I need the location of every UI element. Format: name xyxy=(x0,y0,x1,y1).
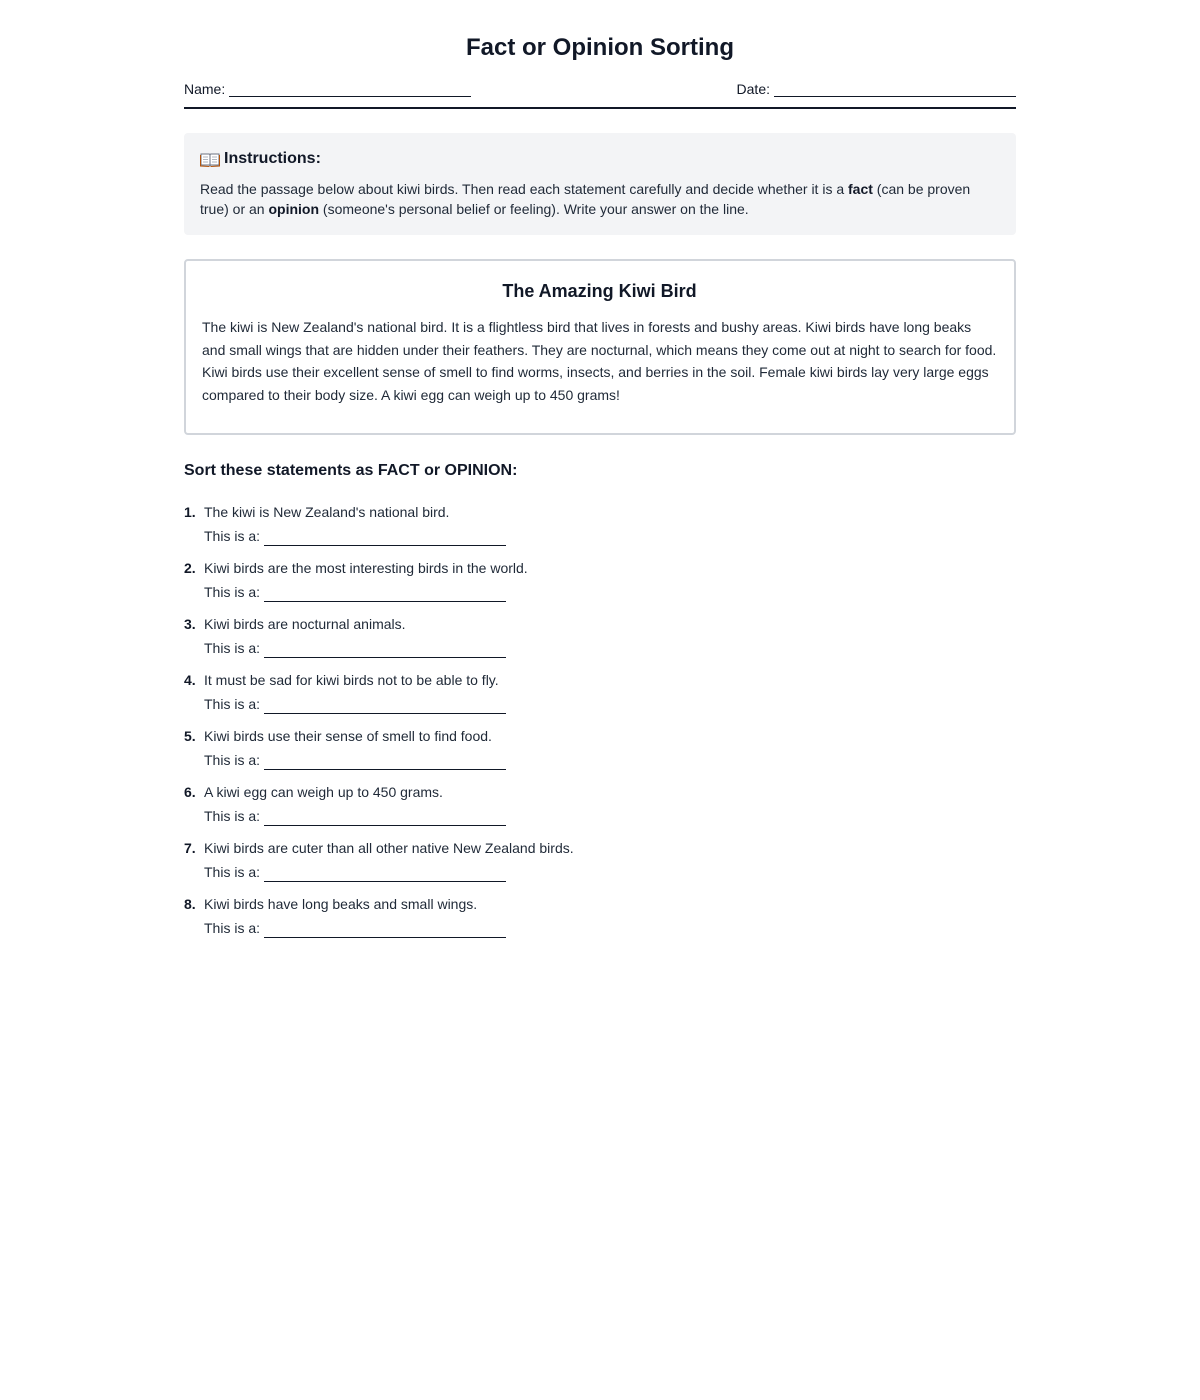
statement-text: A kiwi egg can weigh up to 450 grams. xyxy=(204,783,443,800)
answer-row xyxy=(204,694,506,714)
passage-box xyxy=(184,259,1016,435)
statement-item xyxy=(184,670,1016,714)
answer-blank-line[interactable] xyxy=(264,699,506,714)
instructions-heading-row xyxy=(200,150,1000,168)
answer-blank-line[interactable] xyxy=(264,867,506,882)
statement-number: 8. xyxy=(184,895,196,912)
statement-text: Kiwi birds are nocturnal animals. xyxy=(204,615,406,632)
date-label: Date: xyxy=(736,81,770,97)
answer-label: This is a: xyxy=(204,583,261,600)
statement-body xyxy=(204,670,506,714)
answer-row xyxy=(204,862,574,882)
statement-text: Kiwi birds use their sense of smell to find food. xyxy=(204,727,492,744)
instructions-text-part: (can be proven true) or an xyxy=(200,181,971,217)
answer-row xyxy=(204,526,506,546)
name-field xyxy=(184,81,471,97)
answer-row xyxy=(204,750,506,770)
answer-blank-line[interactable] xyxy=(264,923,506,938)
answer-blank-line[interactable] xyxy=(264,755,506,770)
answer-blank-line[interactable] xyxy=(264,531,506,546)
passage-title: The Amazing Kiwi Bird xyxy=(502,281,697,301)
statement-text: It must be sad for kiwi birds not to be able to fly. xyxy=(204,671,499,688)
answer-row xyxy=(204,806,506,826)
date-blank-line[interactable] xyxy=(774,82,1016,97)
book-icon xyxy=(200,152,220,167)
statement-body xyxy=(204,838,574,882)
statement-item xyxy=(184,502,1016,546)
statement-number: 6. xyxy=(184,783,196,800)
statement-number: 2. xyxy=(184,559,196,576)
statement-item xyxy=(184,614,1016,658)
fact-term: fact xyxy=(848,181,873,197)
statement-body xyxy=(204,894,506,938)
instructions-heading: Instructions: xyxy=(224,150,321,167)
statement-body xyxy=(204,502,506,546)
instructions-text-part: (someone's personal belief or feeling). Write your answer on the line. xyxy=(319,201,749,217)
answer-label: This is a: xyxy=(204,863,261,880)
statement-item xyxy=(184,558,1016,602)
statement-text: Kiwi birds are the most interesting birds in the world. xyxy=(204,559,528,576)
statement-body xyxy=(204,782,506,826)
statement-body xyxy=(204,726,506,770)
answer-row xyxy=(204,918,506,938)
answer-row xyxy=(204,638,506,658)
answer-label: This is a: xyxy=(204,695,261,712)
statement-text: Kiwi birds are cuter than all other native New Zealand birds. xyxy=(204,839,574,856)
answer-label: This is a: xyxy=(204,751,261,768)
worksheet-title: Fact or Opinion Sorting xyxy=(466,34,734,61)
instructions-text xyxy=(200,179,1000,219)
statement-body xyxy=(204,558,528,602)
answer-label: This is a: xyxy=(204,527,261,544)
answer-label: This is a: xyxy=(204,919,261,936)
instructions-box xyxy=(184,133,1016,235)
passage-text: The kiwi is New Zealand's national bird. It is a flightless bird that lives in forests and bushy areas. Kiwi birds have long beaks and small wings that are hidden under their feathers. They are nocturnal, which means they come out at night to search for food. Kiwi birds use their excellent sense of smell to find worms, insects, and berries in the soil. Female kiwi birds lay very large eggs compared to their body size. A kiwi egg can weigh up to 450 grams! xyxy=(202,319,997,404)
name-label: Name: xyxy=(184,81,226,97)
answer-blank-line[interactable] xyxy=(264,811,506,826)
statement-number: 3. xyxy=(184,615,196,632)
answer-label: This is a: xyxy=(204,807,261,824)
opinion-term: opinion xyxy=(268,201,320,217)
statement-body xyxy=(204,614,506,658)
instructions-text-part: Read the passage below about kiwi birds. Then read each statement carefully and decide whether it is a xyxy=(200,181,849,197)
statement-number: 5. xyxy=(184,727,196,744)
statement-item xyxy=(184,726,1016,770)
sort-heading: Sort these statements as FACT or OPINION: xyxy=(184,461,518,479)
worksheet-page xyxy=(184,0,1016,938)
statement-list xyxy=(184,502,1016,938)
answer-label: This is a: xyxy=(204,639,261,656)
name-blank-line[interactable] xyxy=(229,82,471,97)
statement-number: 4. xyxy=(184,671,196,688)
date-field xyxy=(737,81,1016,97)
statement-item xyxy=(184,838,1016,882)
statement-text: Kiwi birds have long beaks and small wings. xyxy=(204,895,478,912)
statement-number: 1. xyxy=(184,503,196,520)
name-date-row xyxy=(184,81,1016,109)
answer-row xyxy=(204,582,528,602)
statement-item xyxy=(184,894,1016,938)
statement-item xyxy=(184,782,1016,826)
statement-number: 7. xyxy=(184,839,196,856)
answer-blank-line[interactable] xyxy=(264,587,506,602)
answer-blank-line[interactable] xyxy=(264,643,506,658)
statement-text: The kiwi is New Zealand's national bird. xyxy=(204,503,450,520)
